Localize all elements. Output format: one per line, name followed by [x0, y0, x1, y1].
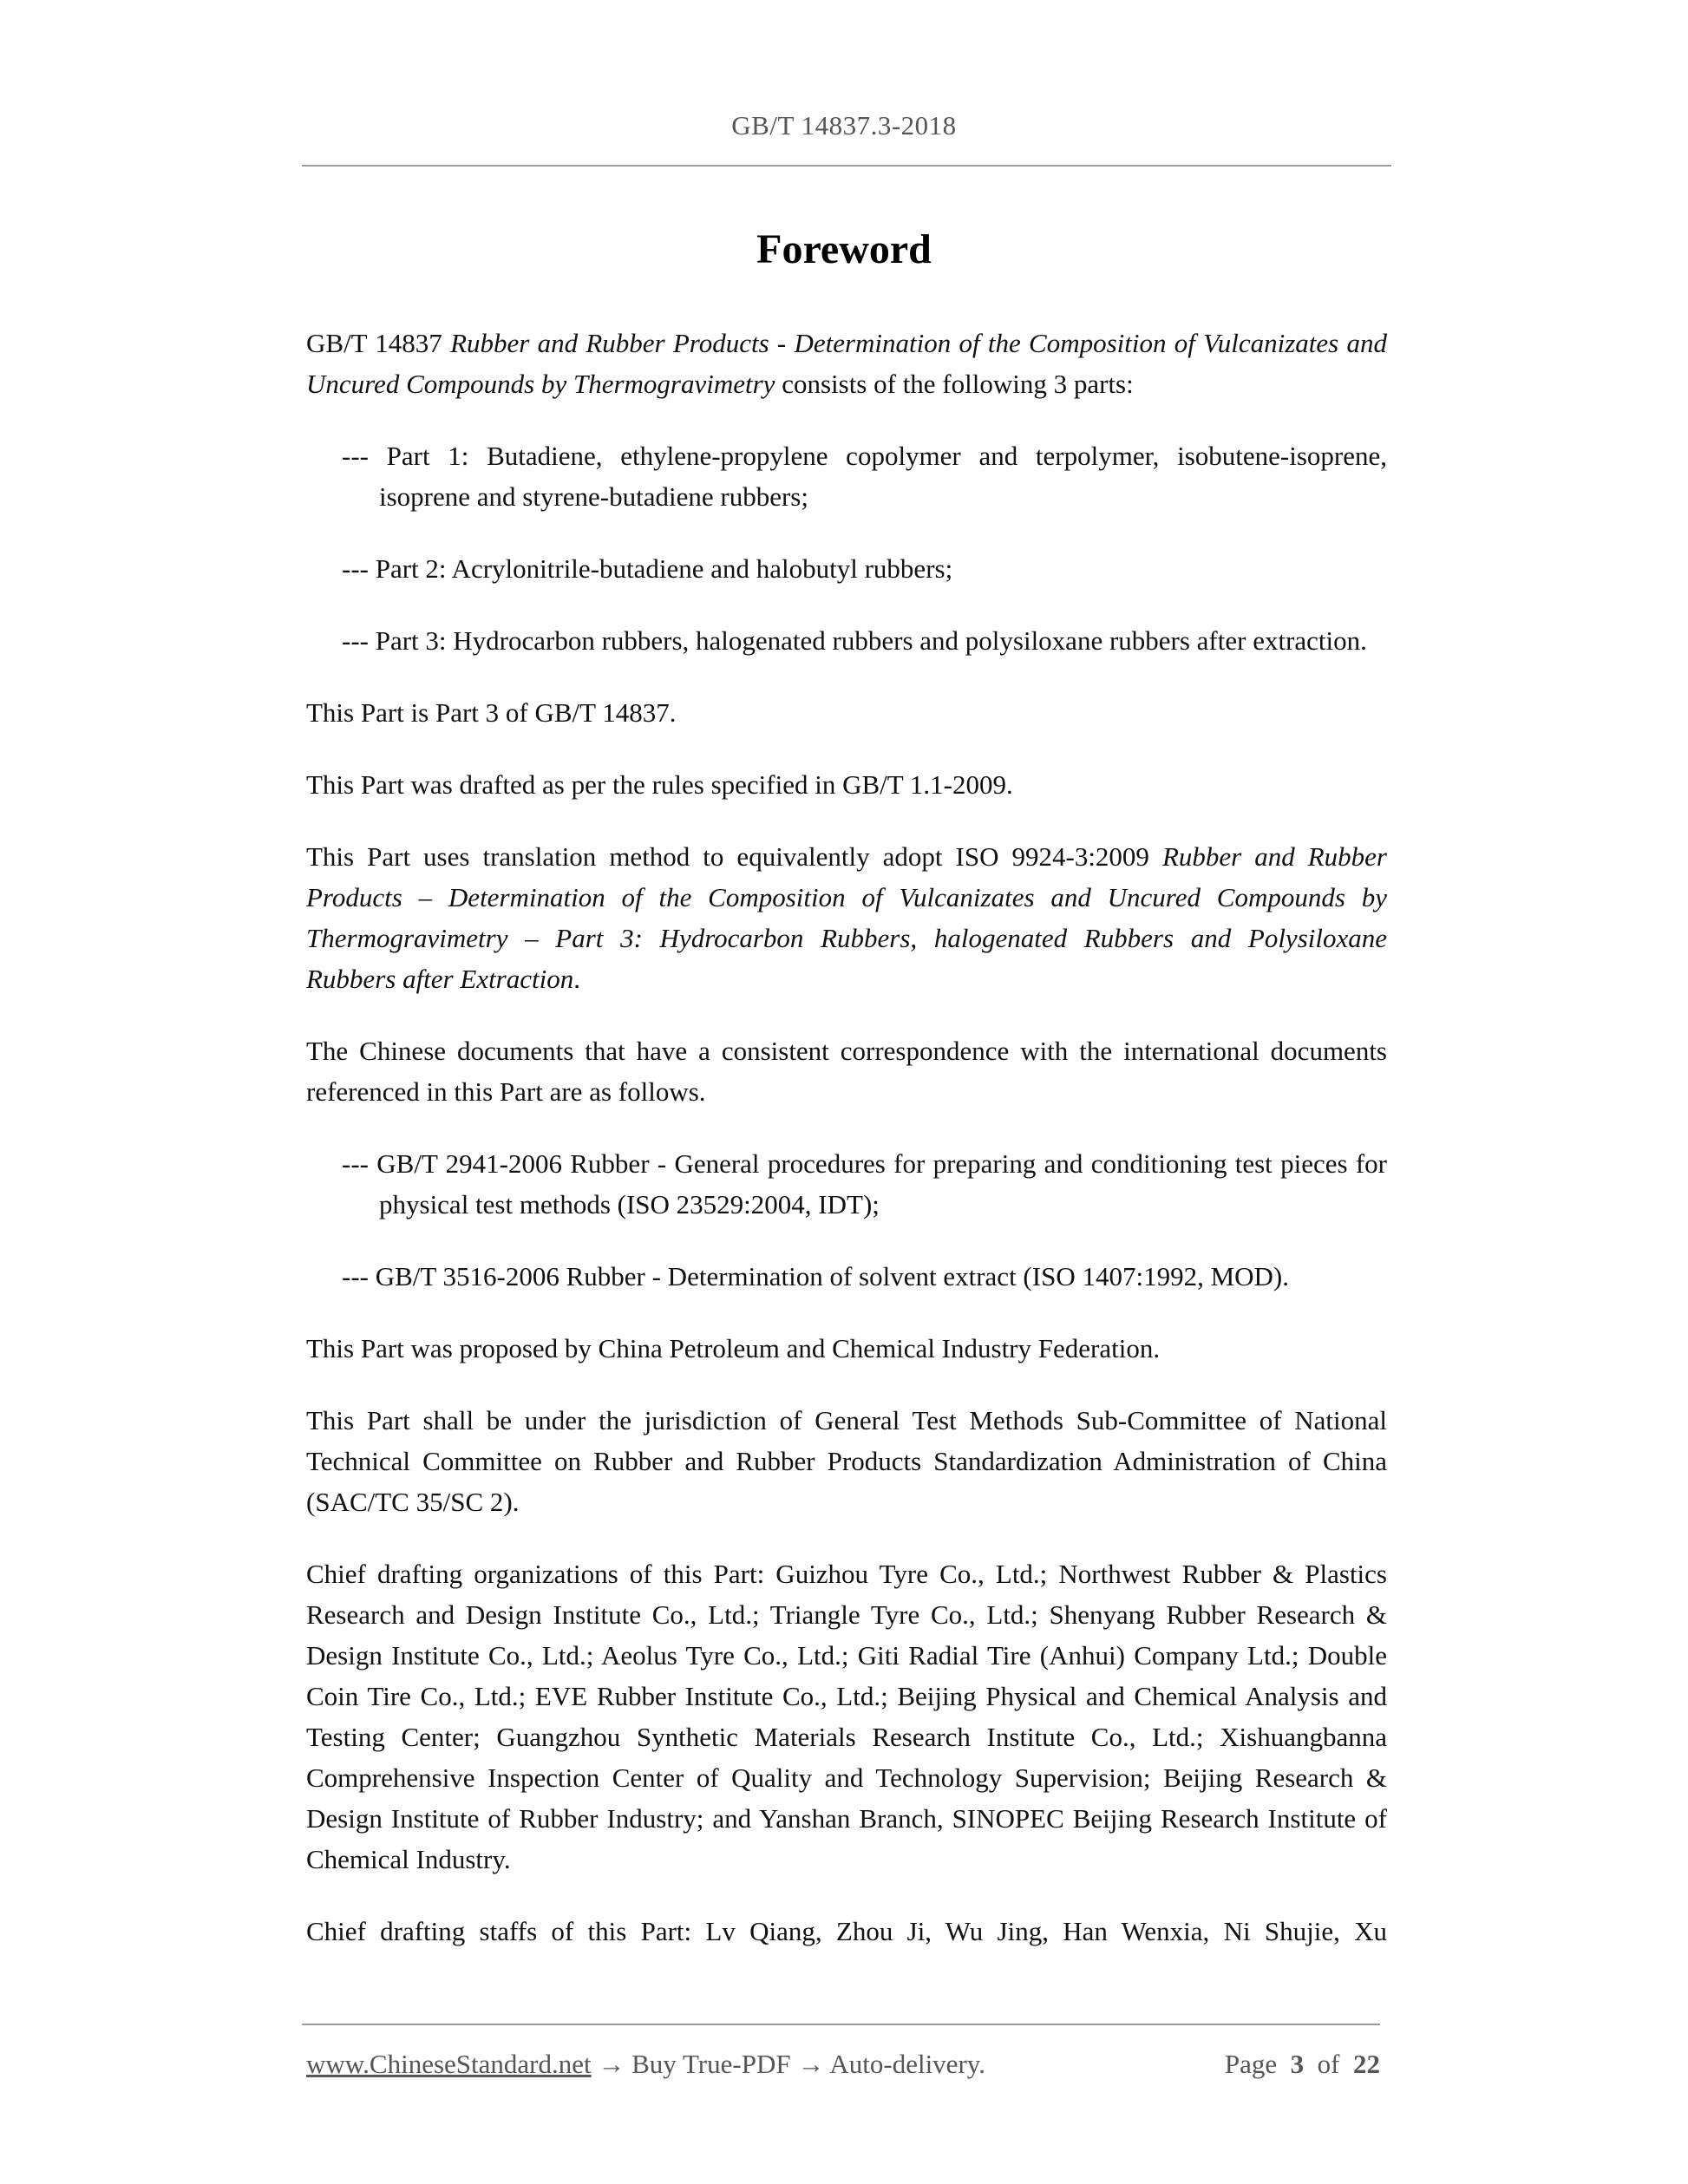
intro-suffix: consists of the following 3 parts:	[775, 369, 1134, 399]
footer-tail: → Buy True-PDF → Auto-delivery.	[591, 2049, 985, 2079]
adoption-prefix: This Part uses translation method to equivalently adopt ISO 9924-3:2009	[306, 841, 1162, 872]
correspondence-intro: The Chinese documents that have a consistent correspondence with the international documents referenced in this Part are as follows.	[306, 1036, 1387, 1107]
jurisdiction-paragraph: This Part shall be under the jurisdiction of General Test Methods Sub-Committee of National Technical Committee on Rubber and Rubber Products Standardization Administration of China (SAC/TC 35/SC 2).	[306, 1405, 1387, 1517]
correspondence-item: --- GB/T 2941-2006 Rubber - General procedures for preparing and conditioning test pieces for physical test methods (ISO 23529:2004, IDT);	[342, 1148, 1387, 1220]
page-number	[1225, 2049, 1380, 2080]
drafted-paragraph: This Part was drafted as per the rules specified in GB/T 1.1-2009.	[306, 769, 1013, 800]
organizations-paragraph: Chief drafting organizations of this Part: Guizhou Tyre Co., Ltd.; Northwest Rubber & Plastics Research and Design Institute Co., Ltd.; Triangle Tyre Co., Ltd.; Shenyang Rubber Research & Design Institute Co., Ltd.; Aeolus Tyre Co., Ltd.; Giti Radial Tire (Anhui) Company Ltd.; Double Coin Tire Co., Ltd.; EVE Rubber Institute Co., Ltd.; Beijing Physical and Chemical Analysis and Testing Center; Guangzhou Synthetic Materials Research Institute Co., Ltd.; Xishuangbanna Comprehensive Inspection Center of Quality and Technology Supervision; Beijing Research & Design Institute of Rubber Industry; and Yanshan Branch, SINOPEC Beijing Research Institute of Chemical Industry.	[306, 1559, 1387, 1874]
adoption-paragraph	[306, 836, 1387, 999]
header-divider	[302, 165, 1391, 167]
adoption-italic-title: Rubber and Rubber Products – Determination of the Composition of Vulcanizates and Uncured Compounds by Thermogravimetry – Part 3: Hydrocarbon Rubbers, halogenated Rubbers and Polysiloxane Rubbers after Extraction	[306, 841, 1387, 994]
adoption-suffix: .	[573, 964, 580, 994]
website-link[interactable]: www.ChineseStandard.net	[306, 2049, 592, 2079]
intro-italic-title: Rubber and Rubber Products - Determination of the Composition of Vulcanizates and Uncured Compounds by Thermogravimetry	[306, 328, 1387, 399]
intro-paragraph	[306, 323, 1387, 404]
part-list-item: --- Part 3: Hydrocarbon rubbers, halogenated rubbers and polysiloxane rubbers after extraction.	[342, 625, 1367, 656]
footer-promo	[306, 2049, 985, 2080]
page-label: Page	[1224, 2049, 1278, 2079]
foreword-body	[306, 323, 1387, 1952]
running-header: GB/T 14837.3-2018	[731, 110, 957, 141]
correspondence-item: --- GB/T 3516-2006 Rubber - Determination of solvent extract (ISO 1407:1992, MOD).	[342, 1261, 1289, 1291]
page-of: of	[1317, 2049, 1340, 2079]
page-footer	[306, 2049, 1380, 2083]
current-page: 3	[1290, 2049, 1305, 2079]
this-part-paragraph: This Part is Part 3 of GB/T 14837.	[306, 697, 677, 728]
page-title: Foreword	[756, 226, 932, 272]
part-list-item: --- Part 2: Acrylonitrile-butadiene and halobutyl rubbers;	[342, 553, 953, 584]
part-list-item: --- Part 1: Butadiene, ethylene-propylene copolymer and terpolymer, isobutene-isoprene, isoprene and styrene-butadiene rubbers;	[342, 441, 1387, 512]
footer-divider	[302, 2024, 1380, 2025]
intro-prefix: GB/T 14837	[306, 328, 451, 358]
total-pages: 22	[1353, 2049, 1380, 2079]
staffs-paragraph: Chief drafting staffs of this Part: Lv Qiang, Zhou Ji, Wu Jing, Han Wenxia, Ni Shujie, Xu	[306, 1916, 1387, 1946]
proposed-paragraph: This Part was proposed by China Petroleum and Chemical Industry Federation.	[306, 1333, 1161, 1363]
